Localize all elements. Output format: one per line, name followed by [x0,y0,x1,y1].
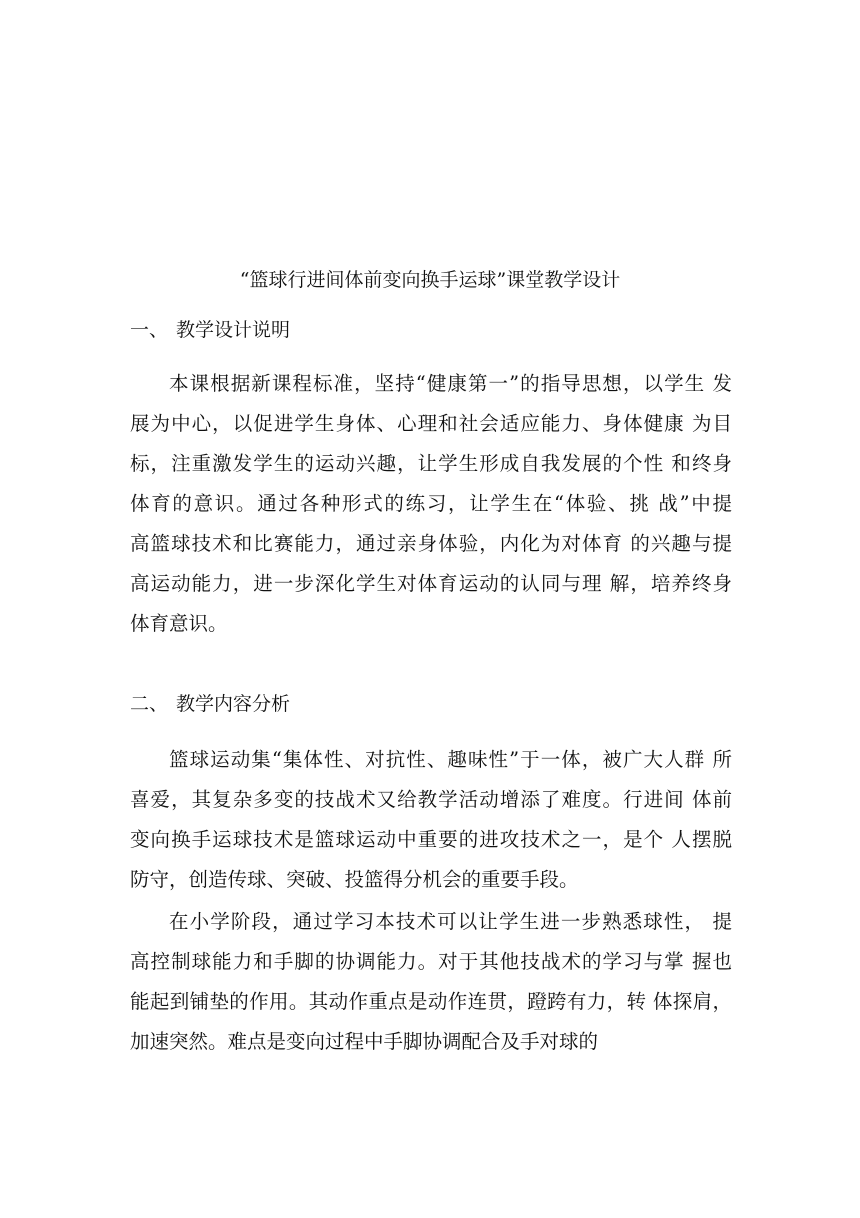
paragraph-content-analysis-2 [130,902,732,1062]
paragraph-line: 喜爱，其复杂多变的技战术又给教学活动增添了难度。行进间 体前 [130,788,732,811]
paragraph-line: 展为中心，以促进学生身体、心理和社会适应能力、身体健康 为目 [130,412,732,435]
paragraph-line: 高运动能力，进一步深化学生对体育运动的认同与理 解，培养终身 [130,572,732,595]
paragraph-line: 本课根据新课程标准，坚持“健康第一”的指导思想，以学生 发 [169,372,732,395]
section-number: 一、 [130,319,169,341]
paragraph-line: 标，注重激发学生的运动兴趣，让学生形成自我发展的个性 和终身 [130,452,732,475]
paragraph-line: 体育意识。 [130,612,228,635]
section-title: 教学设计说明 [176,319,291,341]
paragraph-line: 在小学阶段，通过学习本技术可以让学生进一步熟悉球性， 提 [169,910,732,933]
paragraph-line: 高控制球能力和手脚的协调能力。对于其他技战术的学习与掌 握也 [130,950,732,973]
section-title: 教学内容分析 [176,693,291,715]
paragraph-line: 能起到铺垫的作用。其动作重点是动作连贯，蹬跨有力，转 体探肩， [130,990,732,1013]
paragraph-line: 加速突然。难点是变向过程中手脚协调配合及手对球的 [130,1030,599,1053]
section-heading-2 [130,688,290,720]
paragraph-line: 高篮球技术和比赛能力，通过亲身体验，内化为对体育 的兴趣与提 [130,532,732,555]
paragraph-line: 防守，创造传球、突破、投篮得分机会的重要手段。 [130,868,579,891]
document-title: “篮球行进间体前变向换手运球”课堂教学设计 [239,269,621,291]
paragraph-design-description [130,364,732,644]
paragraph-line: 变向换手运球技术是篮球运动中重要的进攻技术之一，是个 人摆脱 [130,828,732,851]
section-number: 二、 [130,693,169,715]
paragraph-line: 体育的意识。通过各种形式的练习，让学生在“体验、挑 战”中提 [130,492,732,515]
paragraph-line: 篮球运动集“集体性、对抗性、趣味性”于一体，被广大人群 所 [169,748,732,771]
section-heading-1 [130,314,290,346]
paragraph-content-analysis-1 [130,740,732,900]
